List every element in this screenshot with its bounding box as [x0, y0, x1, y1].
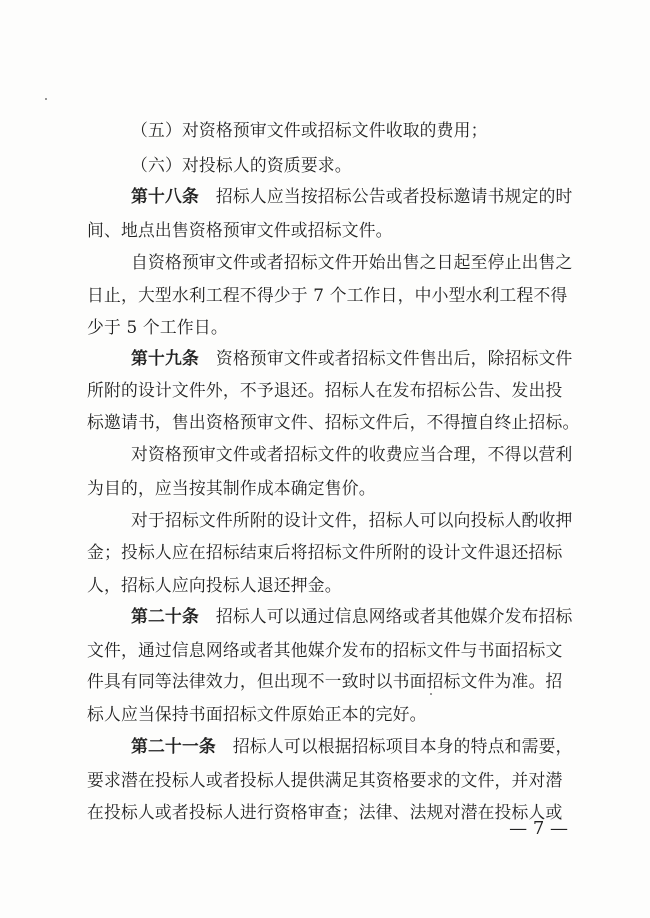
line-text: 自资格预审文件或者招标文件开始出售之日起至停止出售之 — [131, 252, 573, 272]
line-text: （五）对资格预审文件或招标文件收取的费用； — [131, 120, 488, 140]
line-text: 少于 5 个工作日。 — [87, 317, 228, 337]
line-text: 资格预审文件或者招标文件售出后，除招标文件 — [198, 348, 573, 368]
line-text: （六）对投标人的资质要求。 — [131, 155, 352, 175]
line-text: 对资格预审文件或者招标文件的收费应当合理，不得以营利 — [131, 444, 573, 464]
text-line — [87, 443, 621, 465]
text-line — [87, 219, 577, 241]
text-line — [87, 347, 621, 369]
line-text: 要求潜在投标人或者投标人提供满足其资格要求的文件，并对潜 — [87, 770, 563, 790]
text-line — [87, 185, 621, 207]
text-line — [87, 541, 577, 563]
line-text: 件具有同等法律效力，但出现不一致时以书面招标文件为准。招 — [87, 671, 563, 691]
article-number: 第十九条 — [131, 348, 199, 368]
text-line — [87, 251, 621, 273]
text-line — [87, 639, 577, 661]
text-line — [87, 284, 577, 306]
scan-speck — [45, 98, 47, 100]
text-line — [87, 605, 621, 627]
text-line — [87, 670, 577, 692]
line-text: 标人应当保持书面招标文件原始正本的完好。 — [87, 704, 427, 724]
text-line — [87, 411, 580, 433]
line-text: 文件，通过信息网络或者其他媒介发布的招标文件与书面招标文 — [87, 640, 563, 660]
text-line — [87, 703, 577, 725]
line-text: 日止，大型水利工程不得少于 7 个工作日，中小型水利工程不得 — [87, 285, 568, 305]
article-number: 第二十条 — [131, 606, 199, 626]
article-number: 第十八条 — [131, 186, 199, 206]
text-line — [87, 154, 621, 176]
article-number: 第二十一条 — [131, 736, 216, 756]
line-text: 间、地点出售资格预审文件或招标文件。 — [87, 220, 393, 240]
line-text: 为目的，应当按其制作成本确定售价。 — [87, 478, 376, 498]
line-text: 在投标人或者投标人进行资格审查；法律、法规对潜在投标人或 — [87, 802, 563, 822]
line-text: 招标人可以根据招标项目本身的特点和需要， — [215, 736, 573, 756]
text-line — [87, 574, 577, 596]
line-text: 招标人应当按招标公告或者投标邀请书规定的时 — [198, 186, 573, 206]
line-text: 所附的设计文件外，不予退还。招标人在发布招标公告、发出投 — [87, 380, 563, 400]
text-line — [87, 735, 621, 757]
line-text: 对于招标文件所附的设计文件，招标人可以向投标人酌收押 — [131, 510, 573, 530]
text-line — [87, 801, 577, 823]
text-line — [87, 316, 577, 338]
line-text: 招标人可以通过信息网络或者其他媒介发布招标 — [198, 606, 573, 626]
page-number: — 7 — — [509, 818, 568, 839]
text-line — [87, 379, 577, 401]
text-line — [87, 119, 621, 141]
line-text: 人，招标人应向投标人退还押金。 — [87, 575, 342, 595]
line-text: 标邀请书，售出资格预审文件、招标文件后，不得擅自终止招标。 — [87, 412, 580, 432]
line-text: 金；投标人应在招标结束后将招标文件所附的设计文件退还招标 — [87, 542, 563, 562]
text-line — [87, 509, 621, 531]
text-line — [87, 477, 577, 499]
text-line — [87, 769, 577, 791]
scan-speck — [430, 693, 432, 695]
